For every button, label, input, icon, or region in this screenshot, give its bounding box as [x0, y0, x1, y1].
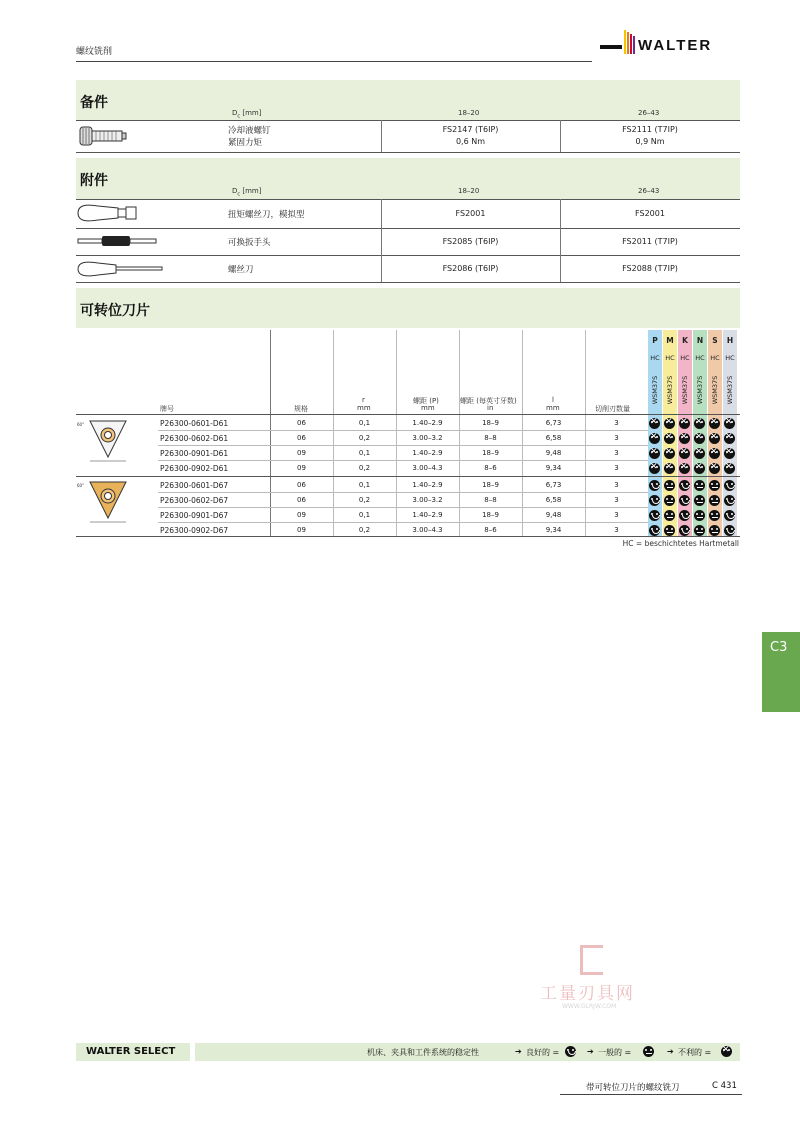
insert-cell-r: 0,1 [358, 511, 371, 519]
good-face-icon [724, 525, 735, 536]
header-rule [76, 61, 592, 62]
acc-v2-0: FS2001 [635, 209, 665, 218]
accessories-dc-label [232, 187, 261, 197]
spare-v2a: FS2111 (T7IP) [622, 125, 678, 134]
insert-cell-r: 0,1 [358, 419, 371, 427]
insert-cell-tpi: 18–9 [482, 511, 499, 519]
wrench-head-icon [76, 233, 158, 249]
insert-cell-r: 0,2 [358, 434, 371, 442]
insert-row-rule [158, 430, 648, 431]
spare-parts-col2: 26–43 [638, 109, 660, 117]
acc-name-1: 可换扳手头 [228, 238, 271, 248]
logo-stripe-yellow [624, 30, 626, 54]
insert-cell-edges: 3 [614, 481, 619, 489]
insert-cell-designation: P26300-0901-D61 [160, 449, 229, 458]
good-face-icon [649, 480, 660, 491]
insert-cell-l: 9,48 [545, 449, 562, 457]
grade-hc-P: HC [650, 354, 660, 362]
ins-rule-bottom [76, 536, 740, 537]
acc-v2-1: FS2011 (T7IP) [622, 237, 678, 246]
grade-letter-K: K [682, 336, 688, 345]
insert-row-rule [158, 522, 648, 523]
bad-face-icon [664, 448, 675, 459]
legend-bad-label: 不利的 = [678, 1048, 712, 1057]
insert-cell-edges: 3 [614, 464, 619, 472]
inserts-header [76, 288, 740, 328]
logo-stripe-purple [633, 36, 635, 54]
chapter-tab-label: C3 [770, 640, 788, 655]
spare-parts-dc-label [232, 109, 261, 119]
insert-cell-designation: P26300-0901-D67 [160, 511, 229, 520]
logo-stripe-orange [627, 32, 629, 54]
grade-letter-S: S [712, 336, 718, 345]
chapter-tab[interactable] [762, 632, 800, 712]
dc-unit: [mm] [242, 109, 262, 117]
grade-hc-H: HC [725, 354, 735, 362]
grade-name-S: WSM37S [711, 375, 719, 405]
accessories-col2: 26–43 [638, 187, 660, 195]
watermark-url: WWW.GLRJW.COM [562, 1003, 617, 1010]
watermark-text: 工量刃具网 [540, 984, 635, 1004]
insert-cell-tpi: 8–6 [484, 526, 497, 534]
insert-cell-tpi: 8–6 [484, 464, 497, 472]
good-face-icon [679, 480, 690, 491]
insert-cell-edges: 3 [614, 434, 619, 442]
avg-face-icon [694, 510, 705, 521]
torque-screwdriver-icon [76, 202, 140, 224]
acc-rule-1 [76, 228, 740, 229]
legend-arrow-bad: ➔ [667, 1047, 674, 1056]
grade-name-P: WSM37S [651, 375, 659, 405]
bad-face-icon [694, 448, 705, 459]
insert-cell-pitch: 1.40–2.9 [412, 449, 443, 457]
watermark [540, 945, 680, 1015]
bad-face-icon [709, 433, 720, 444]
spare-parts-rule-top [76, 120, 740, 121]
insert-d61-drawing [76, 417, 136, 467]
page-header-title: 螺纹铣削 [76, 47, 113, 57]
bad-face-icon [709, 418, 720, 429]
insert-cell-tpi: 8–8 [484, 496, 497, 504]
good-face-icon [649, 510, 660, 521]
inserts-title: 可转位刀片 [80, 303, 150, 319]
grade-letter-N: N [696, 336, 704, 345]
insert-cell-r: 0,1 [358, 449, 371, 457]
bad-face-icon [649, 433, 660, 444]
grade-name-H: WSM37S [726, 375, 734, 405]
insert-cell-designation: P26300-0602-D61 [160, 434, 229, 443]
logo-bar-left [600, 45, 622, 49]
acc-rule-0 [76, 199, 740, 200]
avg-face-icon [664, 510, 675, 521]
hdr-edges: 切削刃数量 [595, 405, 630, 413]
grade-hc-S: HC [710, 354, 720, 362]
insert-row-rule [158, 492, 648, 493]
avg-face-icon [709, 525, 720, 536]
bad-face-icon [649, 448, 660, 459]
avg-face-icon [664, 480, 675, 491]
good-face-icon [724, 495, 735, 506]
insert-cell-tpi: 18–9 [482, 419, 499, 427]
insert-cell-edges: 3 [614, 526, 619, 534]
good-face-icon [724, 510, 735, 521]
hdr-tpi: 螺距 (每英寸牙数) [460, 397, 517, 405]
hdr-r-unit: mm [357, 404, 371, 412]
grade-letter-M: M [666, 336, 674, 345]
footer-page-number: C 431 [712, 1081, 737, 1091]
accessories-col1: 18–20 [458, 187, 480, 195]
grade-name-K: WSM37S [681, 375, 689, 405]
avg-face-icon [694, 495, 705, 506]
bad-face-icon [724, 418, 735, 429]
good-face-icon [649, 525, 660, 536]
insert-cell-size: 09 [297, 449, 306, 457]
watermark-logo [580, 945, 603, 975]
legend-arrow-good: ➔ [515, 1047, 522, 1056]
coolant-screw-icon [78, 124, 128, 148]
insert-cell-designation: P26300-0601-D67 [160, 481, 229, 490]
bad-face-icon [721, 1046, 732, 1057]
bad-face-icon [709, 448, 720, 459]
insert-row-rule [158, 507, 648, 508]
hdr-size: 规格 [294, 405, 308, 413]
insert-cell-designation: P26300-0601-D61 [160, 419, 229, 428]
acc-name-0: 扭矩螺丝刀，模拟型 [228, 210, 305, 220]
good-face-icon [649, 495, 660, 506]
bad-face-icon [724, 448, 735, 459]
insert-d67-drawing [76, 478, 136, 528]
spare-parts-rule-bottom [76, 152, 740, 153]
bad-face-icon [679, 448, 690, 459]
avg-face-icon [664, 525, 675, 536]
spare-v2b: 0,9 Nm [635, 137, 665, 146]
avg-face-icon [709, 495, 720, 506]
ins-rule-mid [76, 476, 740, 477]
insert-cell-tpi: 18–9 [482, 449, 499, 457]
coolant-screw-label: 冷却液螺钉 [228, 126, 271, 136]
angle-label: 60° [77, 422, 85, 427]
footer-rule [560, 1094, 742, 1095]
insert-row-rule [158, 460, 648, 461]
insert-cell-r: 0,2 [358, 526, 371, 534]
insert-cell-size: 09 [297, 464, 306, 472]
legend-arrow-avg: ➔ [587, 1047, 594, 1056]
insert-cell-pitch: 3.00–4.3 [412, 464, 443, 472]
insert-cell-designation: P26300-0602-D67 [160, 496, 229, 505]
grade-letter-H: H [726, 336, 734, 345]
grade-hc-K: HC [680, 354, 690, 362]
walter-logo [600, 28, 742, 58]
insert-cell-l: 6,58 [545, 434, 562, 442]
dc-sub: c [237, 113, 241, 120]
average-face-icon [643, 1046, 654, 1057]
insert-cell-pitch: 3.00–4.3 [412, 526, 443, 534]
bad-face-icon [664, 418, 675, 429]
hc-note: HC = beschichtetes Hartmetall [622, 539, 739, 548]
bad-face-icon [679, 463, 690, 474]
bad-face-icon [694, 463, 705, 474]
insert-cell-edges: 3 [614, 449, 619, 457]
legend-avg-label: 一般的 = [598, 1048, 632, 1057]
insert-cell-size: 06 [297, 419, 306, 427]
grade-hc-M: HC [665, 354, 675, 362]
insert-cell-r: 0,1 [358, 481, 371, 489]
insert-cell-edges: 3 [614, 496, 619, 504]
grade-name-M: WSM37S [666, 375, 674, 405]
spare-parts-col1: 18–20 [458, 109, 480, 117]
acc-rule-2 [76, 255, 740, 256]
insert-cell-l: 6,58 [545, 496, 562, 504]
good-face-icon [724, 480, 735, 491]
acc-v2-2: FS2088 (T7IP) [622, 264, 678, 273]
dc-sub: c [237, 191, 241, 198]
hdr-l: l [552, 396, 554, 404]
spare-v1b: 0,6 Nm [455, 137, 486, 146]
walter-select-label: WALTER SELECT [86, 1046, 176, 1057]
insert-cell-size: 09 [297, 511, 306, 519]
acc-v1-2: FS2086 (T6IP) [442, 264, 499, 273]
screwdriver-icon [76, 259, 166, 279]
insert-cell-tpi: 18–9 [482, 481, 499, 489]
hdr-r: r [362, 396, 365, 404]
bad-face-icon [664, 433, 675, 444]
insert-cell-pitch: 3.00–3.2 [412, 434, 443, 442]
good-face-icon [679, 525, 690, 536]
hdr-l-unit: mm [546, 404, 560, 412]
bad-face-icon [694, 433, 705, 444]
insert-cell-tpi: 8–8 [484, 434, 497, 442]
dc-symbol: D [232, 187, 238, 195]
dc-symbol: D [232, 109, 238, 117]
insert-cell-edges: 3 [614, 511, 619, 519]
torque-label: 紧固力矩 [228, 138, 263, 148]
hdr-pitch: 螺距 (P) [413, 397, 439, 405]
accessories-title: 附件 [80, 173, 108, 189]
bad-face-icon [649, 463, 660, 474]
acc-v1-0: FS2001 [455, 209, 486, 218]
bad-face-icon [649, 418, 660, 429]
insert-cell-edges: 3 [614, 419, 619, 427]
insert-cell-l: 9,34 [545, 464, 562, 472]
insert-cell-l: 6,73 [545, 481, 562, 489]
avg-face-icon [709, 480, 720, 491]
angle-label: 60° [77, 483, 85, 488]
insert-cell-pitch: 1.40–2.9 [412, 481, 443, 489]
insert-cell-l: 6,73 [545, 419, 562, 427]
good-face-icon [565, 1046, 576, 1057]
hdr-tpi-unit: in [487, 404, 494, 412]
avg-face-icon [709, 510, 720, 521]
ins-rule-top [76, 414, 740, 415]
spare-parts-title: 备件 [80, 95, 108, 111]
insert-cell-r: 0,2 [358, 464, 371, 472]
good-face-icon [679, 495, 690, 506]
accessories-header [76, 158, 740, 199]
insert-cell-pitch: 1.40–2.9 [412, 419, 443, 427]
avg-face-icon [664, 495, 675, 506]
insert-cell-pitch: 3.00–3.2 [412, 496, 443, 504]
grade-hc-N: HC [695, 354, 705, 362]
insert-cell-r: 0,2 [358, 496, 371, 504]
footer-page-title: 带可转位刀片的螺纹铣刀 [586, 1083, 680, 1093]
bad-face-icon [724, 463, 735, 474]
hdr-designation: 牌号 [160, 405, 174, 413]
walter-select-badge [76, 1043, 190, 1061]
grade-name-N: WSM37S [696, 375, 704, 405]
insert-cell-l: 9,34 [545, 526, 562, 534]
bad-face-icon [694, 418, 705, 429]
spare-parts-header [76, 80, 740, 120]
insert-cell-size: 06 [297, 496, 306, 504]
acc-v1-1: FS2085 (T6IP) [442, 237, 499, 246]
grade-letter-P: P [652, 336, 658, 345]
avg-face-icon [694, 480, 705, 491]
insert-cell-size: 06 [297, 481, 306, 489]
bad-face-icon [664, 463, 675, 474]
bad-face-icon [679, 418, 690, 429]
bad-face-icon [679, 433, 690, 444]
logo-text: WALTER [638, 37, 713, 54]
insert-row-rule [158, 445, 648, 446]
logo-stripe-red [630, 34, 632, 54]
acc-name-2: 螺丝刀 [228, 265, 254, 275]
bad-face-icon [709, 463, 720, 474]
stability-label: 机床、夹具和工件系统的稳定性 [367, 1048, 479, 1057]
spare-v1a: FS2147 (T6IP) [442, 125, 499, 134]
insert-cell-designation: P26300-0902-D67 [160, 526, 229, 535]
legend-good-label: 良好的 = [526, 1048, 560, 1057]
dc-unit: [mm] [242, 187, 262, 195]
bad-face-icon [724, 433, 735, 444]
insert-cell-size: 09 [297, 526, 306, 534]
avg-face-icon [694, 525, 705, 536]
stability-bar [195, 1043, 740, 1061]
insert-cell-l: 9,48 [545, 511, 562, 519]
hdr-pitch-unit: mm [421, 404, 435, 412]
insert-cell-pitch: 1.40–2.9 [412, 511, 443, 519]
good-face-icon [679, 510, 690, 521]
acc-rule-3 [76, 282, 740, 283]
insert-cell-designation: P26300-0902-D61 [160, 464, 229, 473]
insert-cell-size: 06 [297, 434, 306, 442]
